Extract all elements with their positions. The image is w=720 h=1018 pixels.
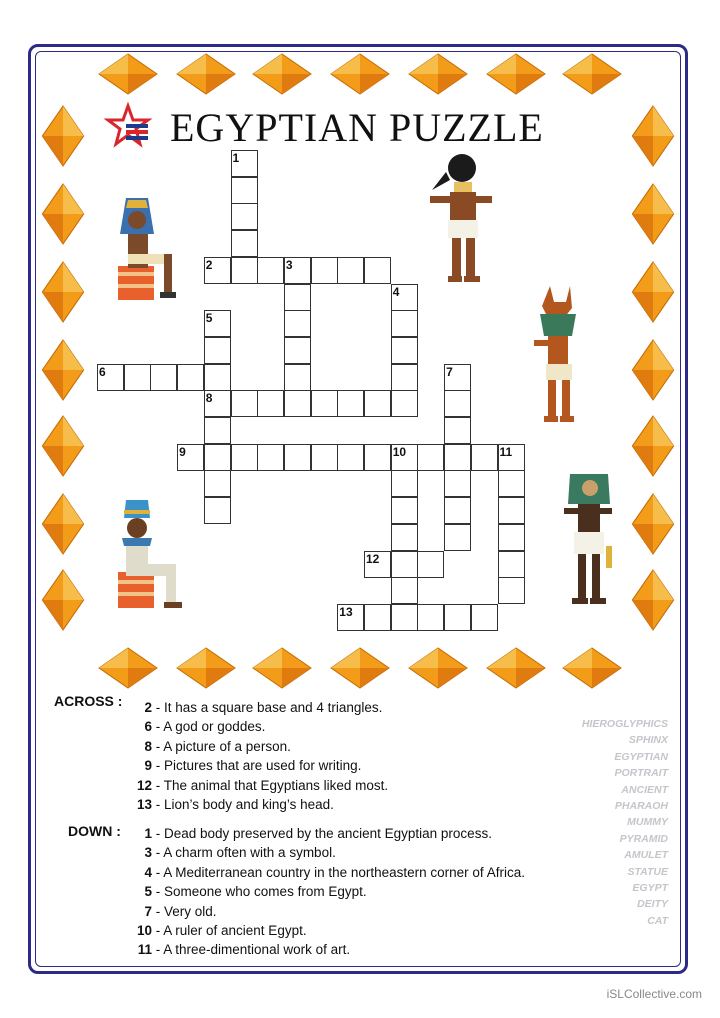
clue-number: 1: [144, 826, 152, 841]
grid-cell[interactable]: [391, 470, 418, 497]
grid-cell[interactable]: [498, 470, 525, 497]
word-bank-item: HIEROGLYPHICS: [581, 718, 668, 730]
grid-cell[interactable]: [444, 604, 471, 631]
grid-cell[interactable]: [444, 390, 471, 417]
grid-cell[interactable]: [391, 604, 418, 631]
grid-cell[interactable]: [364, 604, 391, 631]
seated-pharaoh-figure: [108, 194, 180, 304]
clue-text: - A god or goddes.: [152, 719, 266, 735]
grid-cell[interactable]: [204, 497, 231, 524]
grid-cell[interactable]: [284, 310, 311, 337]
grid-cell[interactable]: [311, 444, 338, 471]
across-clue: [132, 797, 580, 812]
pyramid-icon: [328, 52, 392, 96]
grid-cell[interactable]: [177, 364, 204, 391]
clue-number: 5: [205, 311, 213, 326]
pyramid-icon: [630, 182, 676, 246]
grid-cell[interactable]: [231, 390, 258, 417]
pyramid-icon: [40, 260, 86, 324]
word-bank-item: EGYPTIAN: [614, 750, 668, 763]
grid-cell[interactable]: [257, 444, 284, 471]
clue-number: 7: [446, 364, 453, 379]
grid-cell[interactable]: [204, 364, 231, 391]
clue-number: 2: [205, 257, 213, 272]
clue-number: 9: [179, 444, 186, 459]
pyramid-icon: [484, 52, 548, 96]
clue-text: - A charm often with a symbol.: [152, 845, 336, 861]
clue-number: 8: [144, 738, 152, 754]
grid-cell[interactable]: [284, 390, 311, 417]
grid-cell[interactable]: [444, 444, 471, 471]
pyramid-icon: [96, 646, 160, 690]
grid-cell[interactable]: [204, 470, 231, 497]
pyramid-icon: [560, 52, 624, 96]
grid-cell[interactable]: [124, 364, 151, 391]
clue-number: 5: [144, 884, 152, 900]
clue-number: 3: [144, 845, 152, 861]
clue-text: - Someone who comes from Egypt.: [152, 884, 367, 900]
clue-text: - Very old.: [152, 903, 217, 919]
down-clue: [132, 884, 580, 899]
clue-number: 13: [136, 797, 152, 812]
clue-text: - It has a square base and 4 triangles.: [152, 700, 383, 715]
down-clue: [132, 826, 580, 841]
grid-cell[interactable]: [284, 364, 311, 391]
grid-cell[interactable]: [311, 390, 338, 417]
grid-cell[interactable]: [364, 444, 391, 471]
grid-cell[interactable]: [444, 524, 471, 551]
across-clue: [132, 700, 580, 715]
pyramid-icon: [484, 646, 548, 690]
grid-cell[interactable]: [150, 364, 177, 391]
clue-text: - A three-dimentional work of art.: [152, 942, 351, 958]
grid-cell[interactable]: [257, 257, 284, 284]
grid-cell[interactable]: [471, 604, 498, 631]
pyramid-icon: [174, 52, 238, 96]
grid-cell[interactable]: [204, 444, 231, 471]
grid-cell[interactable]: [417, 551, 444, 578]
clue-number: 4: [144, 864, 152, 880]
grid-cell[interactable]: [231, 177, 258, 204]
clue-text: - A picture of a person.: [152, 738, 291, 754]
pyramid-icon: [406, 646, 470, 690]
grid-cell[interactable]: [391, 497, 418, 524]
site-footer: iSLCollective.com: [606, 987, 702, 1001]
clue-number: 11: [499, 444, 513, 459]
pyramid-icon: [40, 568, 86, 632]
pyramid-icon: [560, 646, 624, 690]
word-bank-item: SPHINX: [628, 734, 668, 747]
grid-cell[interactable]: [498, 497, 525, 524]
clue-number: 7: [144, 903, 152, 919]
word-bank: [528, 716, 668, 929]
grid-cell[interactable]: [337, 390, 364, 417]
grid-cell[interactable]: [231, 444, 258, 471]
grid-cell[interactable]: [391, 390, 418, 417]
grid-cell[interactable]: [444, 470, 471, 497]
grid-cell[interactable]: [391, 577, 418, 604]
star-logo-icon: [102, 102, 154, 152]
clue-number: 6: [144, 719, 152, 735]
down-clue: [132, 845, 580, 860]
grid-cell[interactable]: [498, 577, 525, 604]
word-bank-item: EGYPT: [632, 882, 668, 895]
clue-text: - Dead body preserved by the ancient Egyptian process.: [152, 826, 492, 841]
pyramid-icon: [40, 182, 86, 246]
grid-cell[interactable]: [391, 337, 418, 364]
grid-cell[interactable]: [257, 390, 284, 417]
clue-text: - A Mediterranean country in the northeastern corner of Africa.: [152, 864, 525, 880]
grid-cell[interactable]: [391, 524, 418, 551]
clue-text: - A ruler of ancient Egypt.: [152, 923, 307, 938]
pyramid-icon: [630, 414, 676, 478]
anubis-figure: [526, 284, 590, 424]
pyramid-icon: [40, 492, 86, 556]
across-heading: ACROSS :: [54, 693, 123, 709]
word-bank-item: CAT: [647, 914, 668, 927]
grid-cell[interactable]: [417, 444, 444, 471]
grid-cell[interactable]: [364, 390, 391, 417]
grid-cell[interactable]: [284, 284, 311, 311]
grid-cell[interactable]: [498, 524, 525, 551]
clue-number: 10: [392, 444, 407, 459]
pyramid-icon: [630, 568, 676, 632]
grid-cell[interactable]: [337, 444, 364, 471]
clue-number: 11: [137, 942, 152, 958]
grid-cell[interactable]: [391, 310, 418, 337]
pyramid-icon: [328, 646, 392, 690]
grid-cell[interactable]: [471, 444, 498, 471]
clue-number: 2: [144, 700, 152, 715]
across-clue: [132, 739, 580, 754]
grid-cell[interactable]: [364, 257, 391, 284]
grid-cell[interactable]: [498, 551, 525, 578]
clue-number: 1: [232, 151, 240, 165]
grid-cell[interactable]: [231, 230, 258, 257]
clue-text: - Lion’s body and king’s head.: [152, 797, 334, 812]
across-clue: [132, 758, 580, 773]
down-clue: [132, 865, 580, 880]
grid-cell[interactable]: [417, 604, 444, 631]
grid-cell[interactable]: [311, 257, 338, 284]
word-bank-item: PHARAOH: [614, 800, 668, 813]
clue-number: 13: [339, 604, 353, 619]
word-bank-item: PORTRAIT: [614, 767, 668, 780]
grid-cell[interactable]: [204, 417, 231, 444]
word-bank-item: DEITY: [637, 898, 668, 911]
seated-queen-figure: [108, 498, 188, 614]
across-clue: [132, 719, 580, 734]
grid-cell[interactable]: [391, 551, 418, 578]
bird-headed-god-figure: [424, 150, 502, 286]
down-heading: DOWN :: [68, 823, 121, 839]
grid-cell[interactable]: [444, 417, 471, 444]
clue-number: 12: [366, 551, 380, 566]
page-title: EGYPTIAN PUZZLE: [170, 105, 544, 150]
clue-text: - The animal that Egyptians liked most.: [152, 777, 389, 793]
clue-number: 12: [136, 777, 152, 793]
grid-cell[interactable]: [204, 337, 231, 364]
pyramid-icon: [630, 260, 676, 324]
pyramid-icon: [250, 52, 314, 96]
word-bank-item: PYRAMID: [619, 832, 668, 845]
grid-cell[interactable]: [444, 497, 471, 524]
clue-number: 9: [144, 758, 152, 774]
grid-cell[interactable]: [337, 257, 364, 284]
grid-cell[interactable]: [284, 444, 311, 471]
pyramid-icon: [250, 646, 314, 690]
down-clue: [132, 942, 580, 957]
word-bank-item: STATUE: [627, 865, 668, 878]
word-bank-item: MUMMY: [627, 816, 668, 829]
clue-number: 3: [285, 257, 293, 272]
word-bank-item: ANCIENT: [621, 783, 668, 796]
pyramid-icon: [40, 338, 86, 402]
grid-cell[interactable]: [231, 203, 258, 230]
clue-number: 6: [99, 364, 106, 379]
pyramid-icon: [174, 646, 238, 690]
pyramid-icon: [96, 52, 160, 96]
across-clue: [132, 778, 580, 793]
pyramid-icon: [630, 338, 676, 402]
horus-figure: [560, 468, 618, 608]
grid-cell[interactable]: [391, 364, 418, 391]
clue-number: 10: [136, 923, 152, 938]
down-clue: [132, 904, 580, 919]
grid-cell[interactable]: [231, 257, 258, 284]
clue-number: 8: [205, 391, 213, 406]
pyramid-icon: [40, 104, 86, 168]
pyramid-icon: [406, 52, 470, 96]
down-clue: [132, 923, 580, 938]
grid-cell[interactable]: [284, 337, 311, 364]
pyramid-icon: [630, 104, 676, 168]
word-bank-item: AMULET: [624, 849, 668, 862]
clue-number: 4: [392, 284, 400, 299]
pyramid-icon: [630, 492, 676, 556]
clue-text: - Pictures that are used for writing.: [152, 758, 362, 774]
pyramid-icon: [40, 414, 86, 478]
